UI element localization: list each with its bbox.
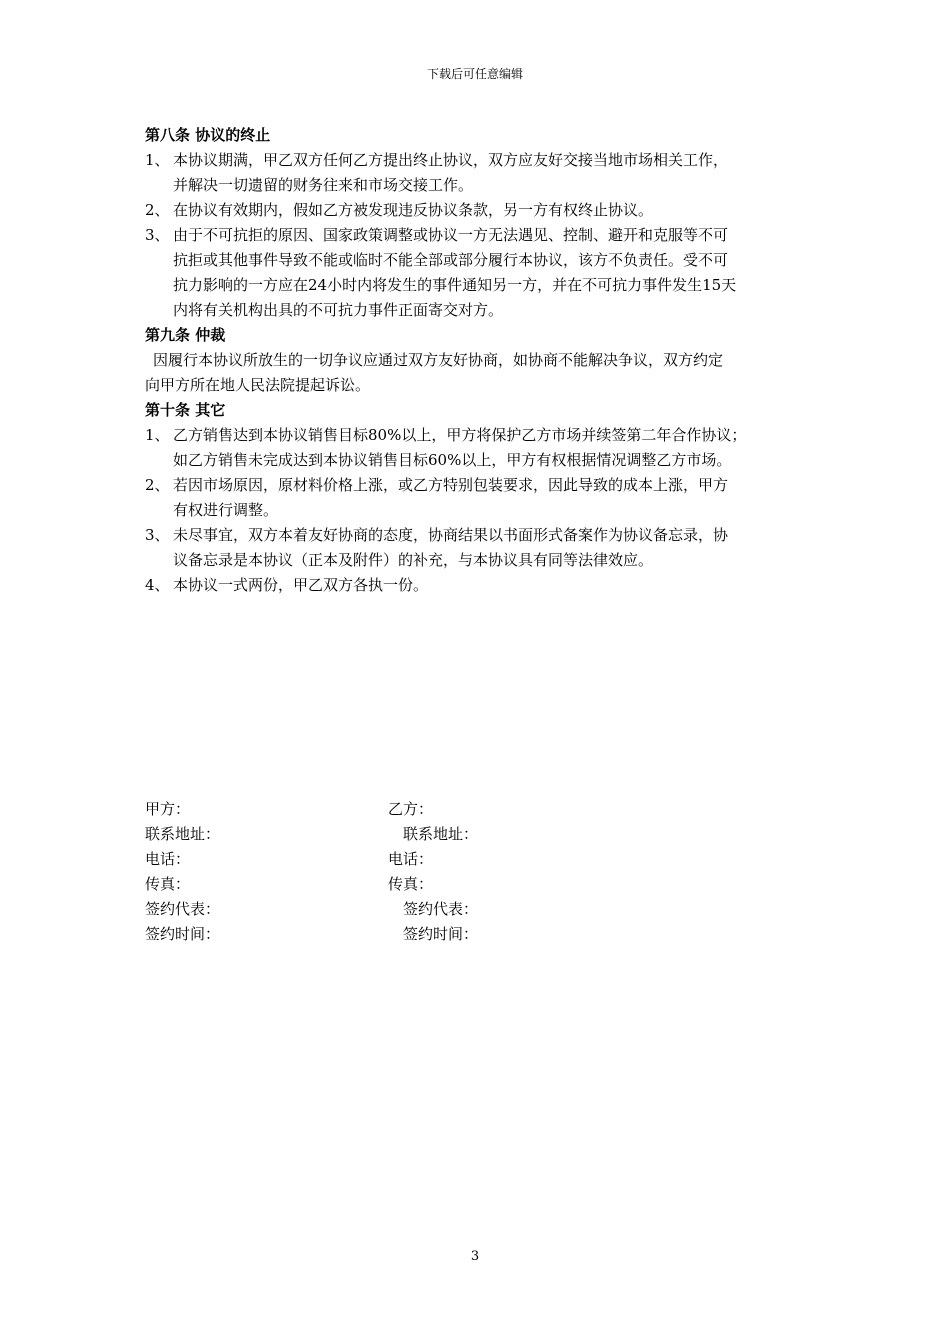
- section-heading: 第八条 协议的终止: [145, 126, 271, 144]
- list-item: [145, 223, 815, 323]
- text-line: 抗力影响的一方应在24小时内将发生的事件通知另一方，并在不可抗力事件发生15天: [173, 276, 737, 294]
- signature-row: [145, 922, 645, 947]
- party-b-representative-label: 签约代表：: [403, 900, 479, 918]
- text-line: 内将有关机构出具的不可抗力事件正面寄交对方。: [173, 301, 504, 319]
- paragraph: [145, 348, 815, 398]
- item-number: 2、: [145, 201, 170, 219]
- item-number: 1、: [145, 151, 170, 169]
- list-item: [145, 423, 815, 473]
- party-b-fax-label: 传真：: [388, 875, 434, 893]
- text-line: 议备忘录是本协议（正本及附件）的补充，与本协议具有同等法律效应。: [173, 551, 654, 569]
- section-other: [145, 398, 815, 598]
- signature-block: [145, 797, 645, 947]
- section-heading: 第十条 其它: [145, 401, 226, 419]
- section-termination: [145, 123, 815, 323]
- section-arbitration: [145, 323, 815, 398]
- text-line: 因履行本协议所放生的一切争议应通过双方友好协商，如协商不能解决争议，双方约定: [153, 351, 724, 369]
- list-item: [145, 573, 815, 598]
- item-text: [173, 198, 815, 223]
- text-line: 乙方销售达到本协议销售目标80%以上，甲方将保护乙方市场并续签第二年合作协议；: [173, 426, 747, 444]
- party-a-name-label: 甲方：: [145, 800, 191, 818]
- page-number: 3: [470, 1249, 480, 1264]
- text-line: 未尽事宜，双方本着友好协商的态度，协商结果以书面形式备案作为协议备忘录，协: [173, 526, 729, 544]
- text-line: 若因市场原因，原材料价格上涨，或乙方特别包装要求，因此导致的成本上涨，甲方: [173, 476, 729, 494]
- item-number: 1、: [145, 426, 170, 444]
- list-item: [145, 148, 815, 198]
- party-a-representative-label: 签约代表：: [145, 900, 221, 918]
- item-text: [173, 523, 815, 573]
- signature-row: [145, 847, 645, 872]
- page-header: 下载后可任意编辑: [426, 67, 523, 81]
- item-text: [173, 573, 815, 598]
- list-item: [145, 473, 815, 523]
- text-line: 向甲方所在地人民法院提起诉讼。: [145, 376, 371, 394]
- item-number: 2、: [145, 476, 170, 494]
- item-text: [173, 473, 815, 523]
- signature-row: [145, 822, 645, 847]
- item-number: 3、: [145, 526, 170, 544]
- party-b-name-label: 乙方：: [388, 800, 434, 818]
- item-text: [173, 148, 815, 198]
- signature-row: [145, 897, 645, 922]
- contract-body: [145, 123, 815, 598]
- party-a-address-label: 联系地址：: [145, 825, 221, 843]
- item-text: [173, 223, 815, 323]
- text-line: 本协议期满，甲乙双方任何乙方提出终止协议，双方应友好交接当地市场相关工作，: [173, 151, 729, 169]
- text-line: 由于不可抗拒的原因、国家政策调整或协议一方无法遇见、控制、避开和克服等不可: [173, 226, 729, 244]
- list-item: [145, 198, 815, 223]
- section-heading: 第九条 仲裁: [145, 326, 226, 344]
- party-b-phone-label: 电话：: [388, 850, 434, 868]
- party-a-fax-label: 传真：: [145, 875, 191, 893]
- item-number: 3、: [145, 226, 170, 244]
- text-line: 在协议有效期内，假如乙方被发现违反协议条款，另一方有权终止协议。: [173, 201, 654, 219]
- item-text: [173, 423, 815, 473]
- text-line: 抗拒或其他事件导致不能或临时不能全部或部分履行本协议，该方不负责任。受不可: [173, 251, 729, 269]
- signature-row: [145, 872, 645, 897]
- list-item: [145, 523, 815, 573]
- text-line: 如乙方销售未完成达到本协议销售目标60%以上，甲方有权根据情况调整乙方市场。: [173, 451, 732, 469]
- signature-row: [145, 797, 645, 822]
- party-b-address-label: 联系地址：: [403, 825, 479, 843]
- party-a-phone-label: 电话：: [145, 850, 191, 868]
- party-a-date-label: 签约时间：: [145, 925, 221, 943]
- text-line: 有权进行调整。: [173, 501, 279, 519]
- party-b-date-label: 签约时间：: [403, 925, 479, 943]
- text-line: 本协议一式两份，甲乙双方各执一份。: [173, 576, 429, 594]
- item-number: 4、: [145, 576, 170, 594]
- text-line: 并解决一切遗留的财务往来和市场交接工作。: [173, 176, 474, 194]
